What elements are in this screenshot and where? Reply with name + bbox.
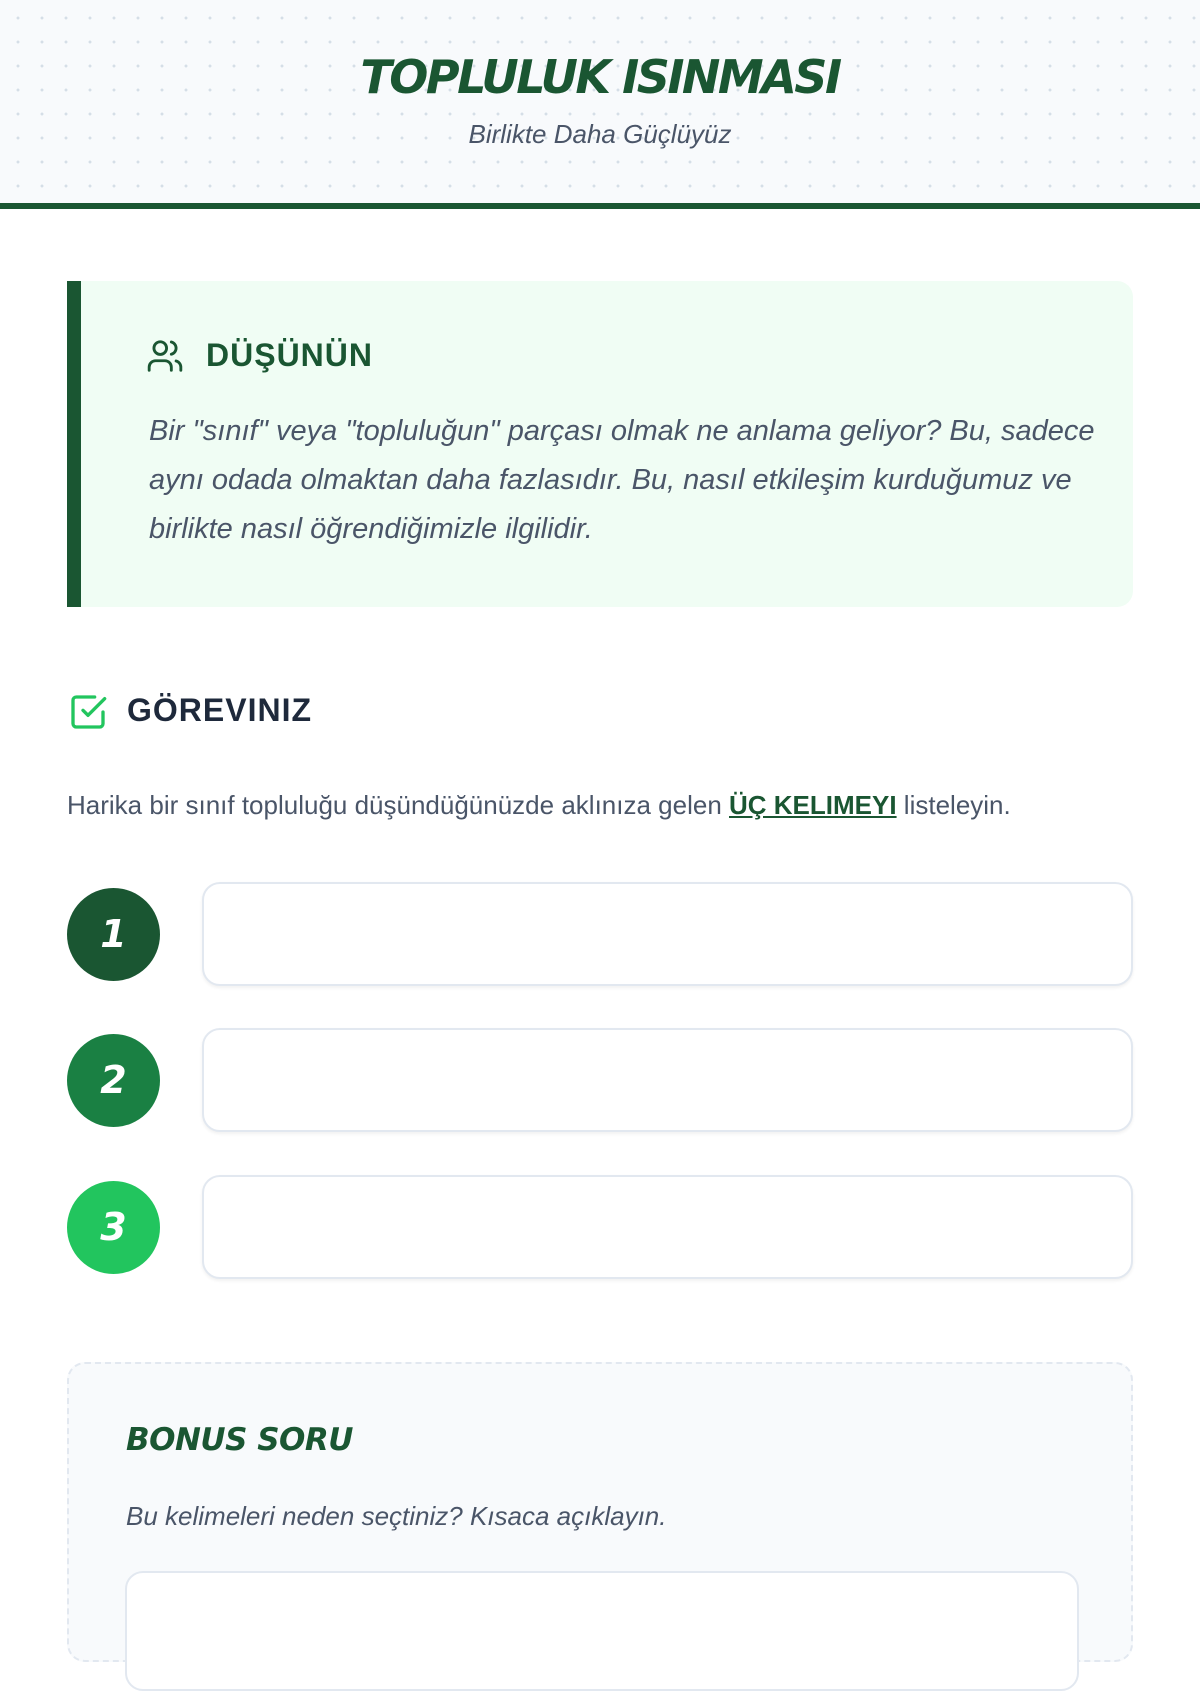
task-title: GÖREVINIZ: [127, 692, 313, 728]
bonus-title: BONUS SORU: [126, 1422, 353, 1458]
bonus-box: [67, 1362, 1133, 1662]
task-description-start: Harika bir sınıf topluluğu düşündüğünüzde aklınıza gelen: [67, 790, 729, 820]
word-input-3[interactable]: [202, 1175, 1133, 1279]
task-highlight: ÜÇ KELIMEYI: [729, 790, 897, 820]
bonus-question: Bu kelimeleri neden seçtiniz? Kısaca açıklayın.: [126, 1501, 667, 1531]
users-icon: [146, 337, 184, 375]
header: [0, 0, 1200, 209]
check-square-icon: [68, 692, 108, 732]
word-input-1[interactable]: [202, 882, 1133, 986]
word-input-2[interactable]: [202, 1028, 1133, 1132]
think-title: DÜŞÜNÜN: [206, 337, 373, 373]
task-description-end: listeleyin.: [896, 790, 1011, 820]
page-subtitle: Birlikte Daha Güçlüyüz: [468, 119, 732, 149]
task-description: [67, 790, 1167, 821]
think-text: Bir "sınıf" veya "topluluğun" parçası olmak ne anlama geliyor? Bu, sadece aynı odada olmaktan daha fazlasıdır. Bu, nasıl etkileşim kurduğumuz ve birlikte nasıl öğrendiğimizle ilgilidir.: [149, 415, 1095, 545]
think-box: [67, 281, 1133, 607]
bonus-answer-textarea[interactable]: [125, 1571, 1079, 1691]
word-number-2: 2: [67, 1034, 160, 1127]
word-number-3: 3: [67, 1181, 160, 1274]
page-title: TOPLULUK ISINMASI: [360, 50, 840, 104]
word-number-1: 1: [67, 888, 160, 981]
